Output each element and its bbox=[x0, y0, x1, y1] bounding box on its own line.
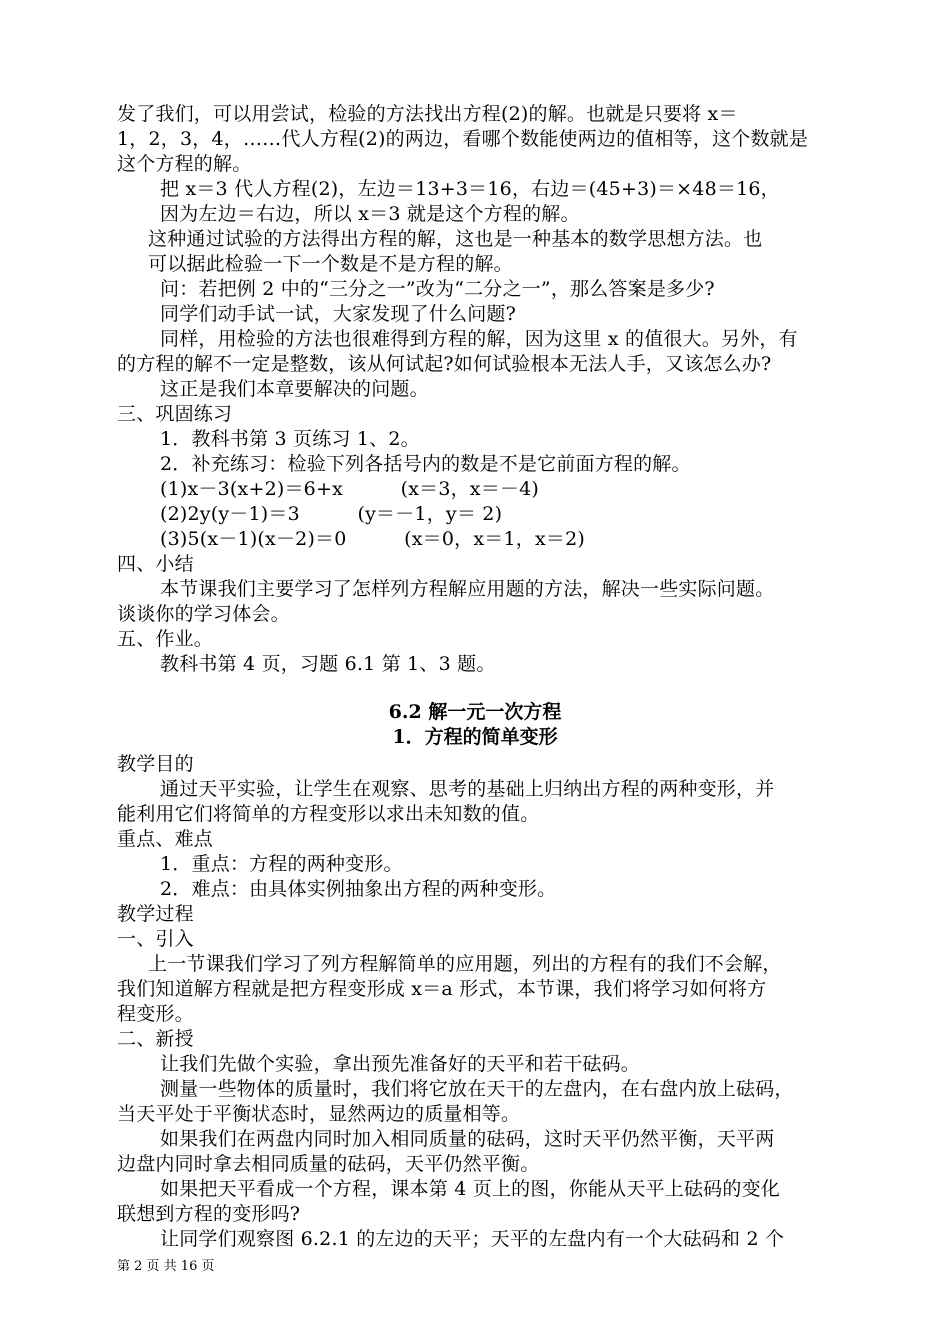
page-number: 第 2 页 共 16 页 bbox=[117, 1259, 215, 1274]
section-heading: 教学目的 bbox=[117, 753, 194, 775]
text-line: 边盘内同时拿去相同质量的砝码，天平仍然平衡。 bbox=[117, 1153, 540, 1175]
text-line: 如果我们在两盘内同时加入相同质量的砝码，这时天平仍然平衡，天平两 bbox=[160, 1128, 775, 1150]
section-heading: 教学过程 bbox=[117, 903, 194, 925]
text-line: 2．难点：由具体实例抽象出方程的两种变形。 bbox=[160, 878, 557, 900]
text-line: 如果把天平看成一个方程，课本第 4 页上的图，你能从天平上砝码的变化 bbox=[160, 1178, 780, 1200]
text-line: 当天平处于平衡状态时，显然两边的质量相等。 bbox=[117, 1103, 521, 1125]
section-heading: 三、巩固练习 bbox=[117, 403, 233, 425]
text-line: 程变形。 bbox=[117, 1003, 194, 1025]
text-line: 谈谈你的学习体会。 bbox=[117, 603, 290, 625]
text-line: 这个方程的解。 bbox=[117, 153, 252, 175]
text-line: 通过天平实验，让学生在观察、思考的基础上归纳出方程的两种变形，并 bbox=[160, 778, 775, 800]
text-line: 同学们动手试一试，大家发现了什么问题? bbox=[160, 303, 516, 325]
text-line: 问：若把例 2 中的“三分之一”改为“二分之一”，那么答案是多少? bbox=[160, 278, 715, 300]
text-line: 发了我们，可以用尝试，检验的方法找出方程(2)的解。也就是只要将 x＝ bbox=[117, 103, 738, 125]
text-line: 1．重点：方程的两种变形。 bbox=[160, 853, 403, 875]
text-line: 这正是我们本章要解决的问题。 bbox=[160, 378, 429, 400]
text-line: 上一节课我们学习了列方程解简单的应用题，列出的方程有的我们不会解， bbox=[148, 953, 782, 975]
text-line: 测量一些物体的质量时，我们将它放在天干的左盘内，在右盘内放上砝码， bbox=[160, 1078, 794, 1100]
text-line: 可以据此检验一下一个数是不是方程的解。 bbox=[148, 253, 513, 275]
section-heading: 重点、难点 bbox=[117, 828, 214, 850]
text-line: 本节课我们主要学习了怎样列方程解应用题的方法，解决一些实际问题。 bbox=[160, 578, 775, 600]
section-heading: 二、新授 bbox=[117, 1028, 194, 1050]
text-line: 1，2，3，4，……代人方程(2)的两边，看哪个数能使两边的值相等，这个数就是 bbox=[117, 128, 809, 150]
equation-line: (1)x－3(x+2)＝6+x (x＝3，x＝－4) bbox=[160, 478, 540, 500]
text-line: 1．教科书第 3 页练习 1、2。 bbox=[160, 428, 420, 450]
section-title: 6.2 解一元一次方程 bbox=[388, 701, 562, 723]
section-heading: 四、小结 bbox=[117, 553, 194, 575]
text-line: 同样，用检验的方法也很难得到方程的解，因为这里 x 的值很大。另外，有 bbox=[160, 328, 798, 350]
text-line: 能利用它们将简单的方程变形以求出未知数的值。 bbox=[117, 803, 540, 825]
text-line: 的方程的解不一定是整数，该从何试起?如何试验根本无法人手，又该怎么办? bbox=[117, 353, 772, 375]
text-line: 教科书第 4 页，习题 6.1 第 1、3 题。 bbox=[160, 653, 496, 675]
text-line: 让同学们观察图 6.2.1 的左边的天平；天平的左盘内有一个大砝码和 2 个 bbox=[160, 1228, 785, 1250]
text-line: 把 x＝3 代人方程(2)，左边＝13+3＝16，右边＝(45+3)＝×48＝16， bbox=[160, 178, 780, 200]
equation-line: (2)2y(y－1)＝3 (y＝－1，y＝ 2) bbox=[160, 503, 503, 525]
text-line: 2．补充练习：检验下列各括号内的数是不是它前面方程的解。 bbox=[160, 453, 691, 475]
section-heading: 一、引入 bbox=[117, 928, 194, 950]
text-line: 我们知道解方程就是把方程变形成 x＝a 形式，本节课，我们将学习如何将方 bbox=[117, 978, 767, 1000]
section-heading: 五、作业。 bbox=[117, 628, 214, 650]
section-subtitle: 1．方程的简单变形 bbox=[392, 726, 558, 748]
text-line: 这种通过试验的方法得出方程的解，这也是一种基本的数学思想方法。也 bbox=[148, 228, 763, 250]
text-line: 让我们先做个实验，拿出预先准备好的天平和若干砝码。 bbox=[160, 1053, 641, 1075]
text-line: 因为左边＝右边，所以 x＝3 就是这个方程的解。 bbox=[160, 203, 580, 225]
text-line: 联想到方程的变形吗? bbox=[117, 1203, 301, 1225]
equation-line: (3)5(x－1)(x－2)＝0 (x＝0，x＝1，x＝2) bbox=[160, 528, 585, 550]
